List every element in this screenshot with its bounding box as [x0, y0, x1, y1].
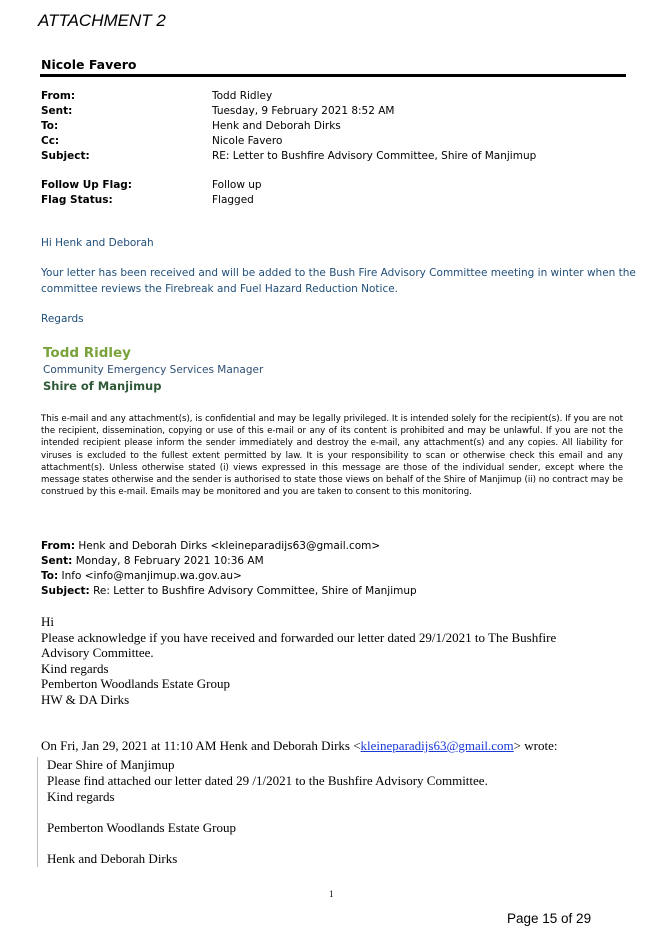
- page-number: 1: [329, 889, 334, 899]
- message-line-1: Please acknowledge if you have received and forwarded our letter dated 29/1/2021 to The Bushfire: [41, 630, 557, 645]
- subject-label: Subject:: [41, 150, 90, 162]
- confidentiality-disclaimer: This e-mail and any attachment(s), is confidential and may be legally privileged. It is intended solely for the recipient(s). If you are not the recipient, dissemination, copying or use of this e-mail or any of its content is prohibited and may be unlawful. If you are not the intended recipient please inform the sender immediately and destroy the e-mail, any attachment(s) and any copies. All liability for viruses is excluded to the fullest extent permitted by law. It is your responsibility to scan or otherwise check this email and any attachment(s). Unless otherwise stated (i) views expressed in this message are those of the individual sender, except where the message states otherwise and the sender is authorised to state those views on behalf of the Shire of Manjimup (ii) no contract may be construed by this e-mail. Emails may be monitored and you are taken to consent to this monitoring.: [41, 414, 623, 498]
- quoted-line-5: Henk and Deborah Dirks: [47, 851, 178, 866]
- quote-intro: [41, 738, 557, 754]
- forwarded-to-value: Info <info@manjimup.wa.gov.au>: [61, 570, 242, 582]
- follow-up-flag-value: Follow up: [212, 179, 262, 191]
- sent-value: Tuesday, 9 February 2021 8:52 AM: [212, 105, 395, 117]
- forwarded-from-label: From:: [41, 540, 76, 552]
- message-line-5: HW & DA Dirks: [41, 692, 130, 707]
- forwarded-sent-value: Monday, 8 February 2021 10:36 AM: [75, 555, 264, 567]
- reply-body-line-2: committee reviews the Firebreak and Fuel Hazard Reduction Notice.: [41, 283, 399, 295]
- signature-title: Community Emergency Services Manager: [43, 364, 264, 376]
- signature-name: Todd Ridley: [43, 345, 131, 361]
- forwarded-from-value: Henk and Deborah Dirks <kleineparadijs63@gmail.com>: [78, 540, 381, 552]
- flag-status-value: Flagged: [212, 194, 254, 206]
- attachment-label: ATTACHMENT 2: [38, 11, 166, 30]
- quoted-line-1: Dear Shire of Manjimup: [47, 757, 175, 772]
- from-label: From:: [41, 90, 76, 102]
- reply-body-line-1: Your letter has been received and will be added to the Bush Fire Advisory Committee meeting in winter when the: [41, 267, 636, 279]
- forwarded-subject: [41, 584, 417, 600]
- to-label: To:: [41, 120, 59, 132]
- header-divider: [40, 74, 626, 77]
- subject-value: RE: Letter to Bushfire Advisory Committee, Shire of Manjimup: [212, 150, 537, 162]
- sender-email-link[interactable]: kleineparadijs63@gmail.com: [360, 738, 514, 753]
- to-value: Henk and Deborah Dirks: [212, 120, 341, 132]
- forwarded-to-label: To:: [41, 570, 59, 582]
- message-line-4: Pemberton Woodlands Estate Group: [41, 676, 230, 691]
- follow-up-flag-label: Follow Up Flag:: [41, 179, 132, 191]
- forwarded-to: [41, 569, 242, 585]
- reply-closing: Regards: [41, 313, 84, 325]
- forwarded-subject-value: Re: Letter to Bushfire Advisory Committee, Shire of Manjimup: [93, 585, 417, 597]
- message-hi: Hi: [41, 614, 54, 629]
- quoted-line-2: Please find attached our letter dated 29 /1/2021 to the Bushfire Advisory Committee.: [47, 773, 488, 788]
- quoted-message: [37, 757, 618, 867]
- quote-intro-prefix: On Fri, Jan 29, 2021 at 11:10 AM Henk and Deborah Dirks <: [41, 738, 361, 753]
- quoted-line-3: Kind regards: [47, 789, 115, 804]
- sent-label: Sent:: [41, 105, 73, 117]
- quote-intro-suffix: > wrote:: [513, 738, 558, 753]
- reply-greeting: Hi Henk and Deborah: [41, 237, 154, 249]
- from-value: Todd Ridley: [212, 90, 273, 102]
- forwarded-sent-label: Sent:: [41, 555, 73, 567]
- forwarded-from: [41, 539, 380, 555]
- page-footer: Page 15 of 29: [507, 911, 592, 926]
- flag-status-label: Flag Status:: [41, 194, 113, 206]
- forwarded-sent: [41, 554, 264, 570]
- cc-value: Nicole Favero: [212, 135, 283, 147]
- cc-label: Cc:: [41, 135, 60, 147]
- signature-organisation: Shire of Manjimup: [43, 379, 162, 393]
- message-line-3: Kind regards: [41, 661, 109, 676]
- message-line-2: Advisory Committee.: [41, 645, 154, 660]
- forwarded-subject-label: Subject:: [41, 585, 90, 597]
- mailbox-owner-name: Nicole Favero: [41, 57, 137, 72]
- quoted-line-4: Pemberton Woodlands Estate Group: [47, 820, 236, 835]
